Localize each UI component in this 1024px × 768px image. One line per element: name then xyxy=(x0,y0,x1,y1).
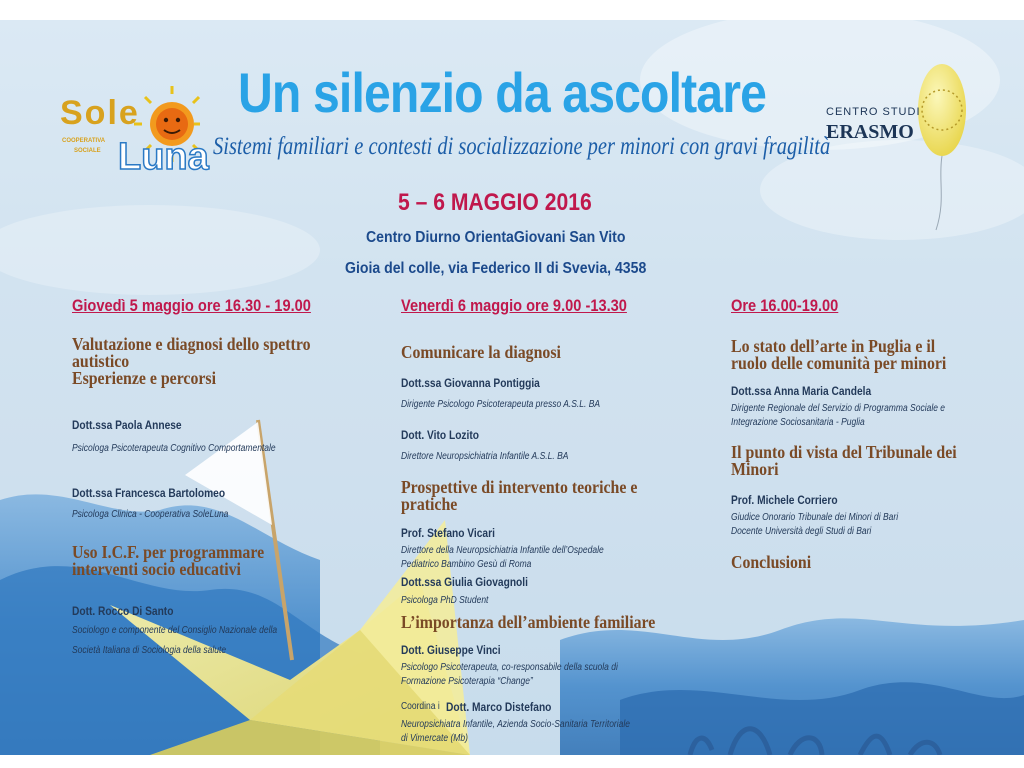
column-2-session-3: L’importanza dell’ambiente familiare xyxy=(401,612,656,632)
speaker-name: Dott. Marco Distefano xyxy=(446,700,552,714)
erasmo-logo xyxy=(826,106,921,144)
speaker-role: Dirigente Regionale del Servizio di Programma Sociale e xyxy=(731,403,946,414)
speaker-role-line-2: Pediatrico Bambino Gesù di Roma xyxy=(401,559,532,570)
poster-title: Un silenzio da ascoltare xyxy=(238,61,767,124)
logo-word-sole: Sole xyxy=(60,94,140,132)
column-3-heading: Ore 16.00-19.00 xyxy=(731,296,839,315)
logo-tagline-2: SOCIALE xyxy=(74,148,101,154)
speaker-name: Dott.ssa Anna Maria Candela xyxy=(731,384,872,398)
column-3-session-1: Lo stato dell’arte in Puglia e il ruolo delle comunità per minori xyxy=(731,336,947,373)
speaker-role: Neuropsichiatra Infantile, Azienda Socio-Sanitaria Territoriale xyxy=(401,719,630,730)
column-2-session-2: Prospettive di intervento teoriche e pratiche xyxy=(401,477,638,514)
venue-line-1: Centro Diurno OrientaGiovani San Vito xyxy=(366,229,626,246)
speaker-name: Prof. Michele Corriero xyxy=(731,493,838,507)
speaker-name: Prof. Stefano Vicari xyxy=(401,526,495,540)
speaker-role: Psicologo Psicoterapeuta, co-responsabile della scuola di xyxy=(401,662,618,673)
column-3-session-2: Il punto di vista del Tribunale dei Minori xyxy=(731,442,957,479)
speaker-name: Dott.ssa Paola Annese xyxy=(72,418,182,432)
speaker-role-line-2: Formazione Psicoterapia “Change” xyxy=(401,676,533,687)
column-1-session-1: Valutazione e diagnosi dello spettro autistico Esperienze e percorsi xyxy=(72,334,311,388)
speaker-name: Dott.ssa Francesca Bartolomeo xyxy=(72,486,226,500)
speaker-role: Psicologa Clinica - Cooperativa SoleLuna xyxy=(72,509,229,520)
speaker-role: Direttore Neuropsichiatria Infantile A.S.L. BA xyxy=(401,451,569,462)
column-1-heading: Giovedì 5 maggio ore 16.30 - 19.00 xyxy=(72,296,311,315)
speaker-role: Giudice Onorario Tribunale dei Minori di Bari xyxy=(731,512,899,523)
column-1-session-2: Uso I.C.F. per programmare interventi socio educativi xyxy=(72,542,265,579)
speaker-role: Psicologa PhD Student xyxy=(401,595,489,606)
speaker-role-line-2: di Vimercate (Mb) xyxy=(401,733,468,744)
speaker-role-line-2: Società Italiana di Sociologia della salute xyxy=(72,645,227,656)
logo-tagline-1: COOPERATIVA xyxy=(62,138,106,144)
speaker-role-line-2: Docente Università degli Studi di Bari xyxy=(731,526,872,537)
speaker-name: Dott.ssa Giovanna Pontiggia xyxy=(401,376,540,390)
moderator-prefix: Coordina i xyxy=(401,701,440,712)
speaker-role: Sociologo e componente del Consiglio Nazionale della xyxy=(72,625,278,636)
speaker-role: Dirigente Psicologo Psicoterapeuta presso A.S.L. BA xyxy=(401,399,601,410)
logo-word-luna: Luna xyxy=(118,136,209,178)
venue-line-2: Gioia del colle, via Federico II di Svevia, 4358 xyxy=(345,260,647,277)
event-dates: 5 – 6 MAGGIO 2016 xyxy=(398,189,592,216)
column-3-session-3: Conclusioni xyxy=(731,552,812,572)
column-2-heading: Venerdì 6 maggio ore 9.00 -13.30 xyxy=(401,296,627,315)
speaker-role-line-2: Integrazione Sociosanitaria - Puglia xyxy=(731,417,865,428)
soleluna-logo xyxy=(60,76,209,186)
erasmo-logo-top: CENTRO STUDI xyxy=(826,106,921,118)
erasmo-logo-name: ERASMO xyxy=(826,121,914,143)
poster-subtitle: Sistemi familiari e contesti di socializzazione per minori con gravi fragilità xyxy=(213,133,831,160)
speaker-name: Dott. Rocco Di Santo xyxy=(72,604,174,618)
speaker-role: Psicologa Psicoterapeuta Cognitivo Comportamentale xyxy=(72,443,276,454)
column-2-session-1: Comunicare la diagnosi xyxy=(401,342,561,362)
speaker-role: Direttore della Neuropsichiatria Infantile dell’Ospedale xyxy=(401,545,604,556)
speaker-name: Dott. Vito Lozito xyxy=(401,428,480,442)
speaker-name: Dott.ssa Giulia Giovagnoli xyxy=(401,575,528,589)
poster xyxy=(0,20,1024,755)
speaker-name: Dott. Giuseppe Vinci xyxy=(401,643,501,657)
